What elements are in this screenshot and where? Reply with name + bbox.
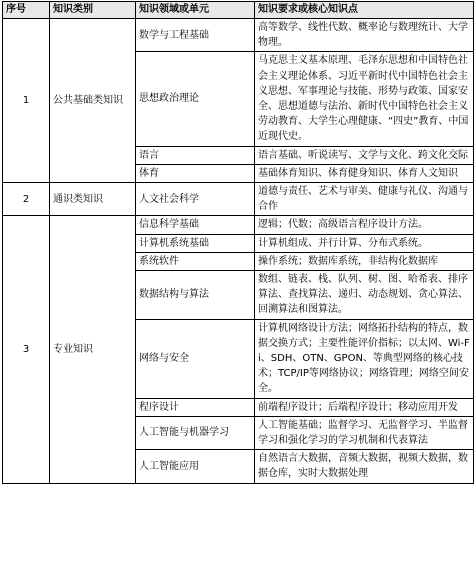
group-seq: 2 (3, 183, 50, 216)
group-category: 专业知识 (50, 216, 136, 483)
table-row (3, 183, 474, 216)
table-header-row (3, 2, 474, 19)
unit-cell: 程序设计 (136, 398, 255, 416)
unit-cell: 人文社会科学 (136, 183, 255, 216)
content-cell: 道德与责任、艺术与审美、健康与礼仪、沟通与合作 (255, 183, 474, 216)
unit-cell: 系统软件 (136, 252, 255, 270)
header-seq: 序号 (3, 2, 50, 19)
knowledge-table (2, 1, 474, 484)
group-category: 公共基础类知识 (50, 19, 136, 183)
table-row (3, 19, 474, 52)
unit-cell: 人工智能应用 (136, 450, 255, 483)
group-seq: 3 (3, 216, 50, 483)
header-category: 知识类别 (50, 2, 136, 19)
group-category: 通识类知识 (50, 183, 136, 216)
table-row (3, 216, 474, 234)
header-unit: 知识领域或单元 (136, 2, 255, 19)
unit-cell: 思想政治理论 (136, 52, 255, 146)
unit-cell: 语言 (136, 146, 255, 164)
content-cell: 计算机组成、并行计算、分布式系统。 (255, 234, 474, 252)
content-cell: 基础体育知识、体育健身知识、体育人文知识 (255, 164, 474, 182)
unit-cell: 数据结构与算法 (136, 271, 255, 320)
content-cell: 人工智能基础；监督学习、无监督学习、半监督学习和强化学习的学习机制和代表算法 (255, 416, 474, 449)
content-cell: 语言基础、听说读写、文学与文化、跨文化交际 (255, 146, 474, 164)
content-cell: 逻辑；代数；高级语言程序设计方法。 (255, 216, 474, 234)
unit-cell: 体育 (136, 164, 255, 182)
unit-cell: 数学与工程基础 (136, 19, 255, 52)
header-content: 知识要求或核心知识点 (255, 2, 474, 19)
unit-cell: 网络与安全 (136, 319, 255, 398)
unit-cell: 人工智能与机器学习 (136, 416, 255, 449)
content-cell: 前端程序设计；后端程序设计；移动应用开发 (255, 398, 474, 416)
content-cell: 高等数学、线性代数、概率论与数理统计、大学物理。 (255, 19, 474, 52)
content-cell: 数组、链表、栈、队列、树、图、哈希表、排序算法、查找算法、递归、动态规划、贪心算法、回溯算法和图算法。 (255, 271, 474, 320)
unit-cell: 信息科学基础 (136, 216, 255, 234)
unit-cell: 计算机系统基础 (136, 234, 255, 252)
content-cell: 计算机网络设计方法；网络拓扑结构的特点，数据交换方式；主要性能评价指标；以太网、Wi-Fi、SDH、OTN、GPON、等典型网络的核心技术；TCP/IP等网络协议；网络管理；网络空间安全。 (255, 319, 474, 398)
content-cell: 操作系统；数据库系统，非结构化数据库 (255, 252, 474, 270)
group-seq: 1 (3, 19, 50, 183)
content-cell: 自然语言大数据，音频大数据，视频大数据，数据仓库，实时大数据处理 (255, 450, 474, 483)
content-cell: 马克思主义基本原理、毛泽东思想和中国特色社会主义理论体系、习近平新时代中国特色社会主义思想、军事理论与技能、形势与政策、国家安全、思想道德与法治、新时代中国特色社会主义劳动教育、大学生心理健康、“四史”教育、中国近现代史。 (255, 52, 474, 146)
